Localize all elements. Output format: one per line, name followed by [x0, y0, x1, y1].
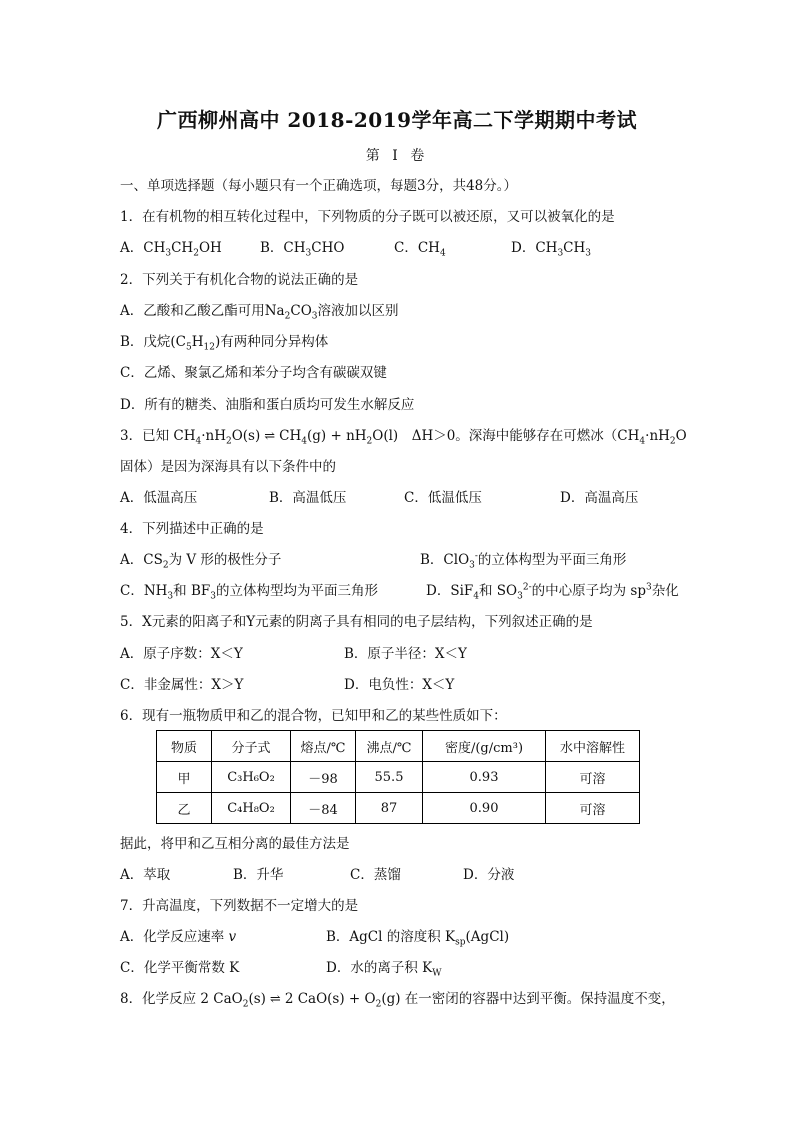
q4-option-c: C．$NH_3$和 $BF_3$的立体构型均为平面三角形 [120, 583, 378, 602]
q6-option-b: B．升华 [233, 867, 284, 883]
table-cell: 可溶 [546, 793, 640, 824]
q1-option-a: A．$CH_3CH_2OH$ [120, 240, 222, 259]
question-7-stem: 7．升高温度，下列数据不一定增大的是 [120, 898, 359, 914]
q5-option-a: A．原子序数：X＜Y [120, 646, 243, 662]
table-header-cell: 密度/(g/cm³) [423, 731, 546, 762]
q4-option-d: D．SiF$_4$和 $SO_3^{2-}$的中心原子均为 $sp^3$杂化 [426, 582, 679, 602]
q5-option-b: B．原子半径：X＜Y [344, 646, 467, 662]
q2-option-a: A．乙酸和乙酸乙酯可用$Na_2CO_3$溶液加以区别 [120, 303, 399, 322]
page-title: 广西柳州高中 2018-2019学年高二下学期期中考试 [156, 108, 638, 132]
properties-table [156, 730, 640, 824]
q7-option-b: B．AgCl 的溶度积 $K_{sp}(AgCl)$ [326, 929, 510, 948]
question-5-stem: 5．X元素的阳离子和Y元素的阴离子具有相同的电子层结构，下列叙述正确的是 [120, 614, 593, 630]
q6-option-a: A．萃取 [120, 867, 171, 883]
table-header-cell: 物质 [157, 731, 212, 762]
question-3-stem: 3．已知 $CH_4\cdot nH_2O(s)$ ⇌ $CH_4(g) + nH_2O(l)$ ΔH＞0。深海中能够存在可燃冰（$CH_4\cdot nH_2O$ [120, 428, 687, 447]
table-cell: 甲 [157, 762, 212, 793]
q4-option-b: B．ClO$_3$-的立体构型为平面三角形 [420, 551, 627, 571]
q7-option-c: C．化学平衡常数 K [120, 960, 240, 976]
q1-option-c: C．$CH_4$ [394, 240, 446, 259]
table-cell: C₃H₆O₂ [212, 762, 291, 793]
q5-option-c: C．非金属性：X＞Y [120, 677, 244, 693]
q4-option-a: A．$CS_2$为 V 形的极性分子 [120, 552, 282, 571]
q3-option-d: D．高温高压 [560, 490, 639, 506]
equilibrium-arrow-icon: ⇌ [269, 992, 281, 1007]
table-cell: 87 [356, 793, 423, 824]
question-6-after: 据此，将甲和乙互相分离的最佳方法是 [120, 836, 350, 852]
q6-option-c: C．蒸馏 [350, 867, 401, 883]
table-header-row [157, 731, 640, 762]
table-cell: －84 [291, 793, 356, 824]
equilibrium-arrow-icon: ⇌ [264, 429, 276, 444]
table-header-cell: 分子式 [212, 731, 291, 762]
q7-option-a: A．化学反应速率 v [120, 929, 237, 945]
question-3-stem-cont: 固体）是因为深海具有以下条件中的 [120, 459, 336, 475]
table-cell: 乙 [157, 793, 212, 824]
table-header-cell: 熔点/℃ [291, 731, 356, 762]
section-heading: 一、单项选择题（每小题只有一个正确选项，每题3分，共48分。） [120, 178, 518, 194]
table-cell: 0.93 [423, 762, 546, 793]
table-header-cell: 水中溶解性 [546, 731, 640, 762]
volume-label: 第 Ⅰ 卷 [365, 148, 429, 164]
table-cell: 0.90 [423, 793, 546, 824]
question-6-stem: 6．现有一瓶物质甲和乙的混合物，已知甲和乙的某些性质如下： [120, 708, 507, 724]
question-4-stem: 4．下列描述中正确的是 [120, 521, 264, 537]
table-cell: 可溶 [546, 762, 640, 793]
question-2-stem: 2．下列关于有机化合物的说法正确的是 [120, 272, 359, 288]
q2-option-c: C．乙烯、聚氯乙烯和苯分子均含有碳碳双键 [120, 365, 387, 381]
question-8-stem: 8．化学反应 2 CaO$_2$(s) ⇌ 2 $CaO(s) + O_2(g)$ 在一密闭的容器中达到平衡。保持温度不变， [120, 991, 675, 1010]
q3-option-b: B．高温低压 [269, 490, 347, 506]
q7-option-d: D．水的离子积 $K_W$ [326, 960, 442, 979]
table-header-cell: 沸点/℃ [356, 731, 423, 762]
q3-option-c: C．低温低压 [404, 490, 482, 506]
q2-option-b: B．戊烷$(C_5H_{12})$有两种同分异构体 [120, 334, 329, 353]
question-1-stem: 1．在有机物的相互转化过程中，下列物质的分子既可以被还原，又可以被氧化的是 [120, 209, 615, 225]
table-cell: C₄H₈O₂ [212, 793, 291, 824]
table-row [157, 793, 640, 824]
q3-option-a: A．低温高压 [120, 490, 198, 506]
table-cell: －98 [291, 762, 356, 793]
q1-option-d: D．$CH_3CH_3$ [511, 240, 592, 259]
q1-option-b: B．$CH_3CHO$ [260, 240, 345, 259]
table-cell: 55.5 [356, 762, 423, 793]
q6-option-d: D．分液 [463, 867, 515, 883]
q5-option-d: D．电负性：X＜Y [344, 677, 455, 693]
table-row [157, 762, 640, 793]
q2-option-d: D．所有的糖类、油脂和蛋白质均可发生水解反应 [120, 397, 415, 413]
